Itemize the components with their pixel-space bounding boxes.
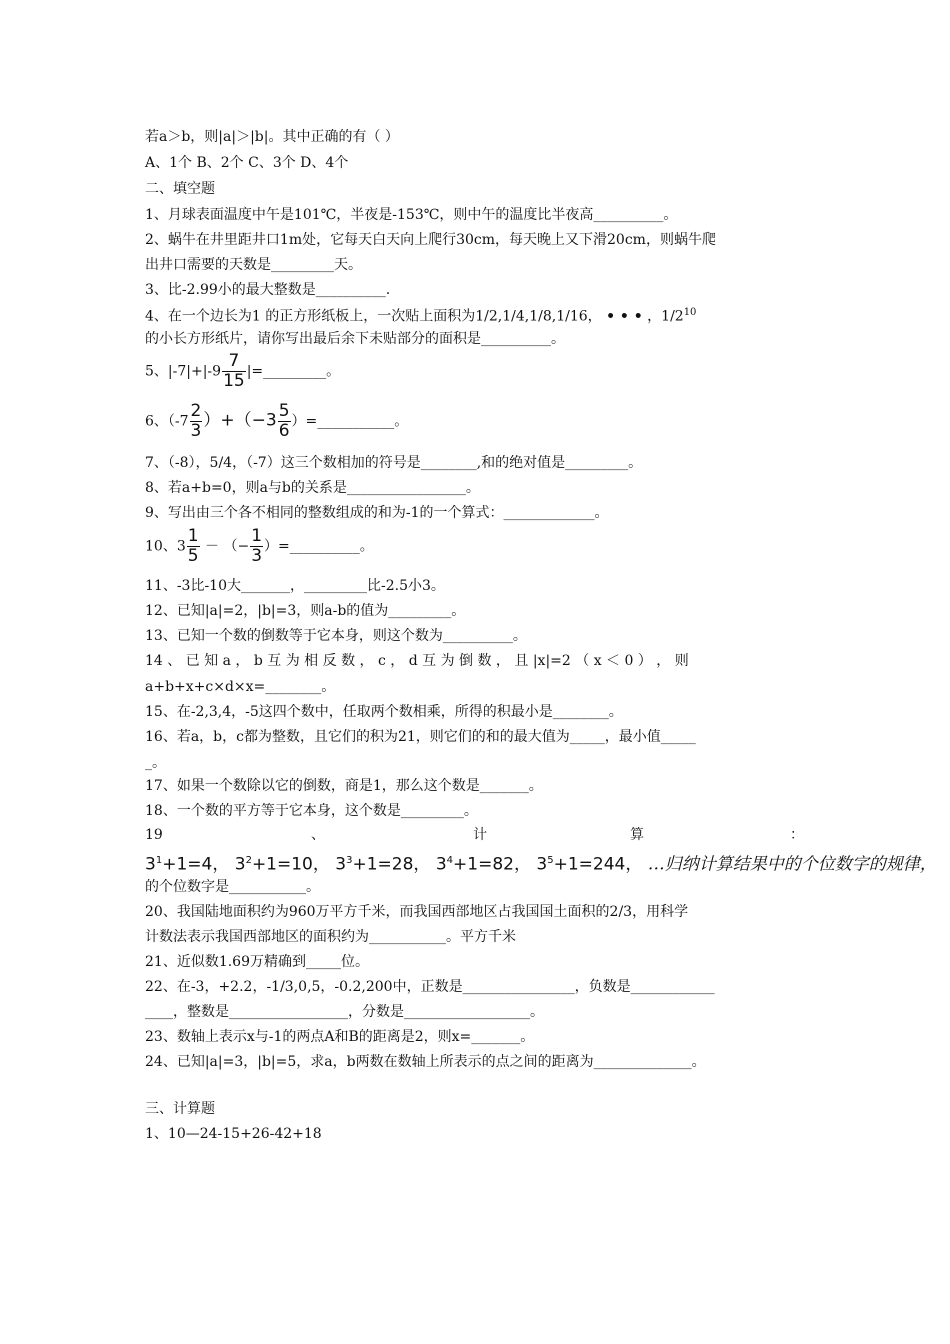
question-16-line-1: 16、若a，b，c都为整数，且它们的积为21，则它们的和的最大值为_____，最小值_____ [145, 729, 696, 745]
q6-denominator-1: 3 [190, 421, 202, 441]
q10-prefix: 10、3 [145, 538, 186, 555]
answer-options: A、1个 B、2个 C、3个 D、4个 [145, 155, 349, 171]
q5-denominator: 15 [223, 371, 245, 391]
q19-exp-3: 3 [346, 855, 353, 866]
q19-exp-4: 4 [446, 855, 454, 866]
question-5 [145, 352, 340, 391]
q19-exp-1: 1 [155, 855, 163, 866]
q6-numerator-2: 5 [278, 401, 290, 421]
question-10 [145, 527, 374, 566]
q19-tail: …归纳计算结果中的个位数字的规律， [647, 854, 937, 875]
q10-middle: － （− [200, 538, 250, 555]
section-title-fill-in: 二、填空题 [145, 181, 215, 197]
q4-end: ，1/2 [647, 308, 684, 325]
question-7: 7、（-8），5/4，（-7）这三个数相加的符号是________,和的绝对值是_________。 [145, 455, 643, 471]
q19-part-comma: 、 [311, 827, 325, 843]
q19-rest-2: +1=10， [251, 854, 330, 875]
question-4-line-2: 的小长方形纸片，请你写出最后余下未贴部分的面积是__________。 [145, 331, 565, 347]
question-14-line-1: 14 、 已 知 a ， b 互 为 相 反 数 ， c ， d 互 为 倒 数 ， 且 |x|=2 （ x ＜ 0 ） ， 则 [145, 653, 689, 669]
question-19-equations [145, 850, 937, 876]
q6-numerator-1: 2 [190, 401, 202, 421]
q6-fraction-1 [190, 402, 203, 441]
q4-ellipsis: • • • [606, 308, 643, 325]
q10-numerator-2: 1 [251, 526, 263, 546]
q19-exp-2: 2 [245, 855, 252, 866]
question-1: 1、月球表面温度中午是101℃，半夜是-153℃，则中午的温度比半夜高__________。 [145, 207, 678, 223]
q6-middle: ）+（−3 [203, 410, 277, 431]
q19-exp-5: 5 [547, 855, 554, 866]
question-16-line-2: _。 [145, 755, 166, 771]
q6-suffix: ）=___________。 [291, 413, 409, 430]
question-20-line-1: 20、我国陆地面积约为960万平方千米，而我国西部地区占我国国土面积的2/3，用科学 [145, 904, 689, 920]
q19-part-colon: ： [790, 827, 804, 843]
question-14-line-2: a+b+x+c×d×x=________。 [145, 679, 336, 695]
question-13: 13、已知一个数的倒数等于它本身，则这个数为__________。 [145, 628, 527, 644]
q19-rest-1: +1=4， [162, 854, 230, 875]
q19-rest-5: +1=244， [553, 854, 643, 875]
question-23: 23、数轴上表示x与-1的两点A和B的距离是2，则x=_______。 [145, 1029, 535, 1045]
question-20-line-2: 计数法表示我国西部地区的面积约为___________。平方千米 [145, 929, 516, 945]
q19-base-2: 3 [234, 854, 246, 875]
calc-question-1: 1、10—24-15+26-42+18 [145, 1126, 322, 1142]
q19-rest-3: +1=28， [352, 854, 431, 875]
q6-denominator-2: 6 [278, 421, 290, 441]
question-21: 21、近似数1.69万精确到_____位。 [145, 954, 369, 970]
question-8: 8、若a+b=0，则a与b的关系是_________________。 [145, 480, 480, 496]
q6-fraction-2 [278, 402, 291, 441]
question-9: 9、写出由三个各不相同的整数组成的和为-1的一个算式：_____________。 [145, 505, 609, 521]
q19-part-suan: 算 [630, 827, 644, 843]
q5-prefix: 5、|-7|+|-9 [145, 363, 222, 380]
q4-exponent: 10 [683, 307, 697, 318]
q6-prefix: 6、（-7 [145, 413, 189, 430]
q10-denominator-2: 3 [251, 546, 263, 566]
section-title-calculation: 三、计算题 [145, 1101, 215, 1117]
question-24: 24、已知|a|=3，|b|=5，求a，b两数在数轴上所表示的点之间的距离为______________。 [145, 1054, 706, 1070]
question-4-line-1 [145, 304, 696, 326]
question-12: 12、已知|a|=2，|b|=3，则a-b的值为_________。 [145, 603, 466, 619]
question-18: 18、一个数的平方等于它本身，这个数是_________。 [145, 803, 478, 819]
q10-denominator-1: 5 [187, 546, 199, 566]
q19-base-4: 3 [435, 854, 447, 875]
q10-numerator-1: 1 [187, 526, 199, 546]
q19-part-number: 19 [145, 827, 163, 843]
q19-base-5: 3 [536, 854, 548, 875]
q5-numerator: 7 [222, 352, 246, 372]
question-17: 17、如果一个数除以它的倒数，商是1，那么这个数是_______。 [145, 778, 543, 794]
question-line: 若a＞b，则|a|＞|b|。其中正确的有（ ） [145, 129, 399, 145]
question-15: 15、在-2,3,4，-5这四个数中，任取两个数相乘，所得的积最小是________。 [145, 704, 623, 720]
q10-fraction-1 [187, 527, 200, 566]
question-3: 3、比-2.99小的最大整数是__________. [145, 282, 391, 298]
q19-base-3: 3 [335, 854, 347, 875]
q19-part-ji: 计 [473, 827, 487, 843]
q4-text: 4、在一个边长为1 的正方形纸板上，一次贴上面积为1/2,1/4,1/8,1/16， [145, 308, 602, 325]
q10-fraction-2 [250, 527, 263, 566]
question-2-line-1: 2、蜗牛在井里距井口1m处，它每天白天向上爬行30cm，每天晚上又下滑20cm，则蜗牛爬 [145, 232, 716, 248]
q19-base-1: 3 [145, 854, 156, 875]
question-19-line-3: 的个位数字是___________。 [145, 879, 320, 895]
question-11: 11、-3比-10大_______，_________比-2.5小3。 [145, 578, 445, 594]
q5-suffix: |=_________。 [246, 363, 341, 380]
question-22-line-1: 22、在-3，+2.2，-1/3,0,5，-0.2,200中，正数是________________，负数是____________ [145, 979, 715, 995]
q10-suffix: ）=__________。 [264, 538, 374, 555]
question-22-line-2: ____，整数是_________________，分数是__________________。 [145, 1004, 544, 1020]
question-6 [145, 402, 408, 441]
q5-fraction [222, 352, 246, 391]
question-2-line-2: 出井口需要的天数是_________天。 [145, 257, 362, 273]
q19-rest-4: +1=82， [453, 854, 531, 875]
